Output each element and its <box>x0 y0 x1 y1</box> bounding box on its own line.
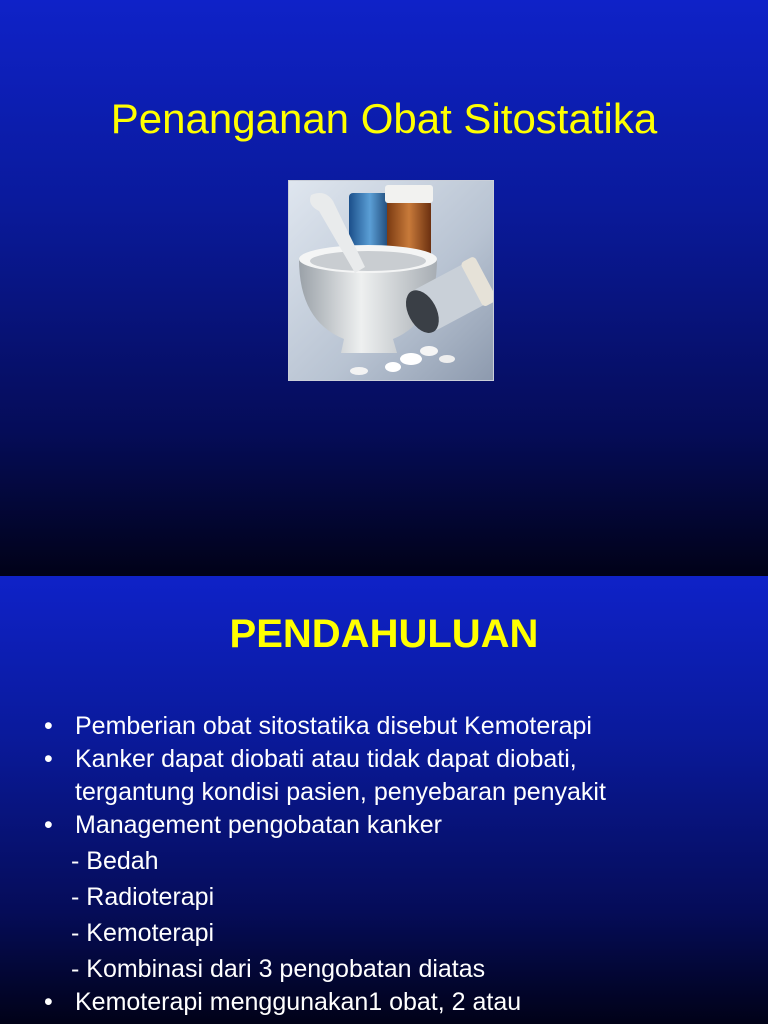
slide-1-title: Penanganan Obat Sitostatika <box>110 95 658 142</box>
bullet-item <box>44 986 764 1019</box>
bullet-dot: • <box>44 712 53 740</box>
bullet-text <box>75 743 764 809</box>
bullet-item <box>44 743 764 809</box>
bullet-dot: • <box>44 811 53 839</box>
bullet-line: tergantung kondisi pasien, penyebaran penyakit <box>75 778 606 806</box>
pharmacy-illustration <box>289 181 493 380</box>
bullet-text: Kemoterapi menggunakan1 obat, 2 atau <box>75 988 522 1016</box>
sub-item: - Bedah <box>71 847 159 875</box>
sub-item: - Radioterapi <box>71 883 215 911</box>
sub-item: - Kombinasi dari 3 pengobatan diatas <box>71 955 486 983</box>
bullet-line: Kanker dapat diobati atau tidak dapat diobati, <box>75 745 577 773</box>
bullet-item <box>44 710 764 743</box>
slide-2 <box>0 576 768 1024</box>
bullet-dot: • <box>44 988 53 1016</box>
pharmacy-photo <box>288 180 494 381</box>
bullet-list <box>44 710 764 1019</box>
bullet-item <box>44 809 764 842</box>
bullet-text: Pemberian obat sitostatika disebut Kemoterapi <box>75 712 592 740</box>
bullet-text: Management pengobatan kanker <box>75 811 442 839</box>
bullet-dot: • <box>44 745 53 773</box>
sub-item: - Kemoterapi <box>71 919 215 947</box>
slide-2-title: PENDAHULUAN <box>229 612 539 656</box>
